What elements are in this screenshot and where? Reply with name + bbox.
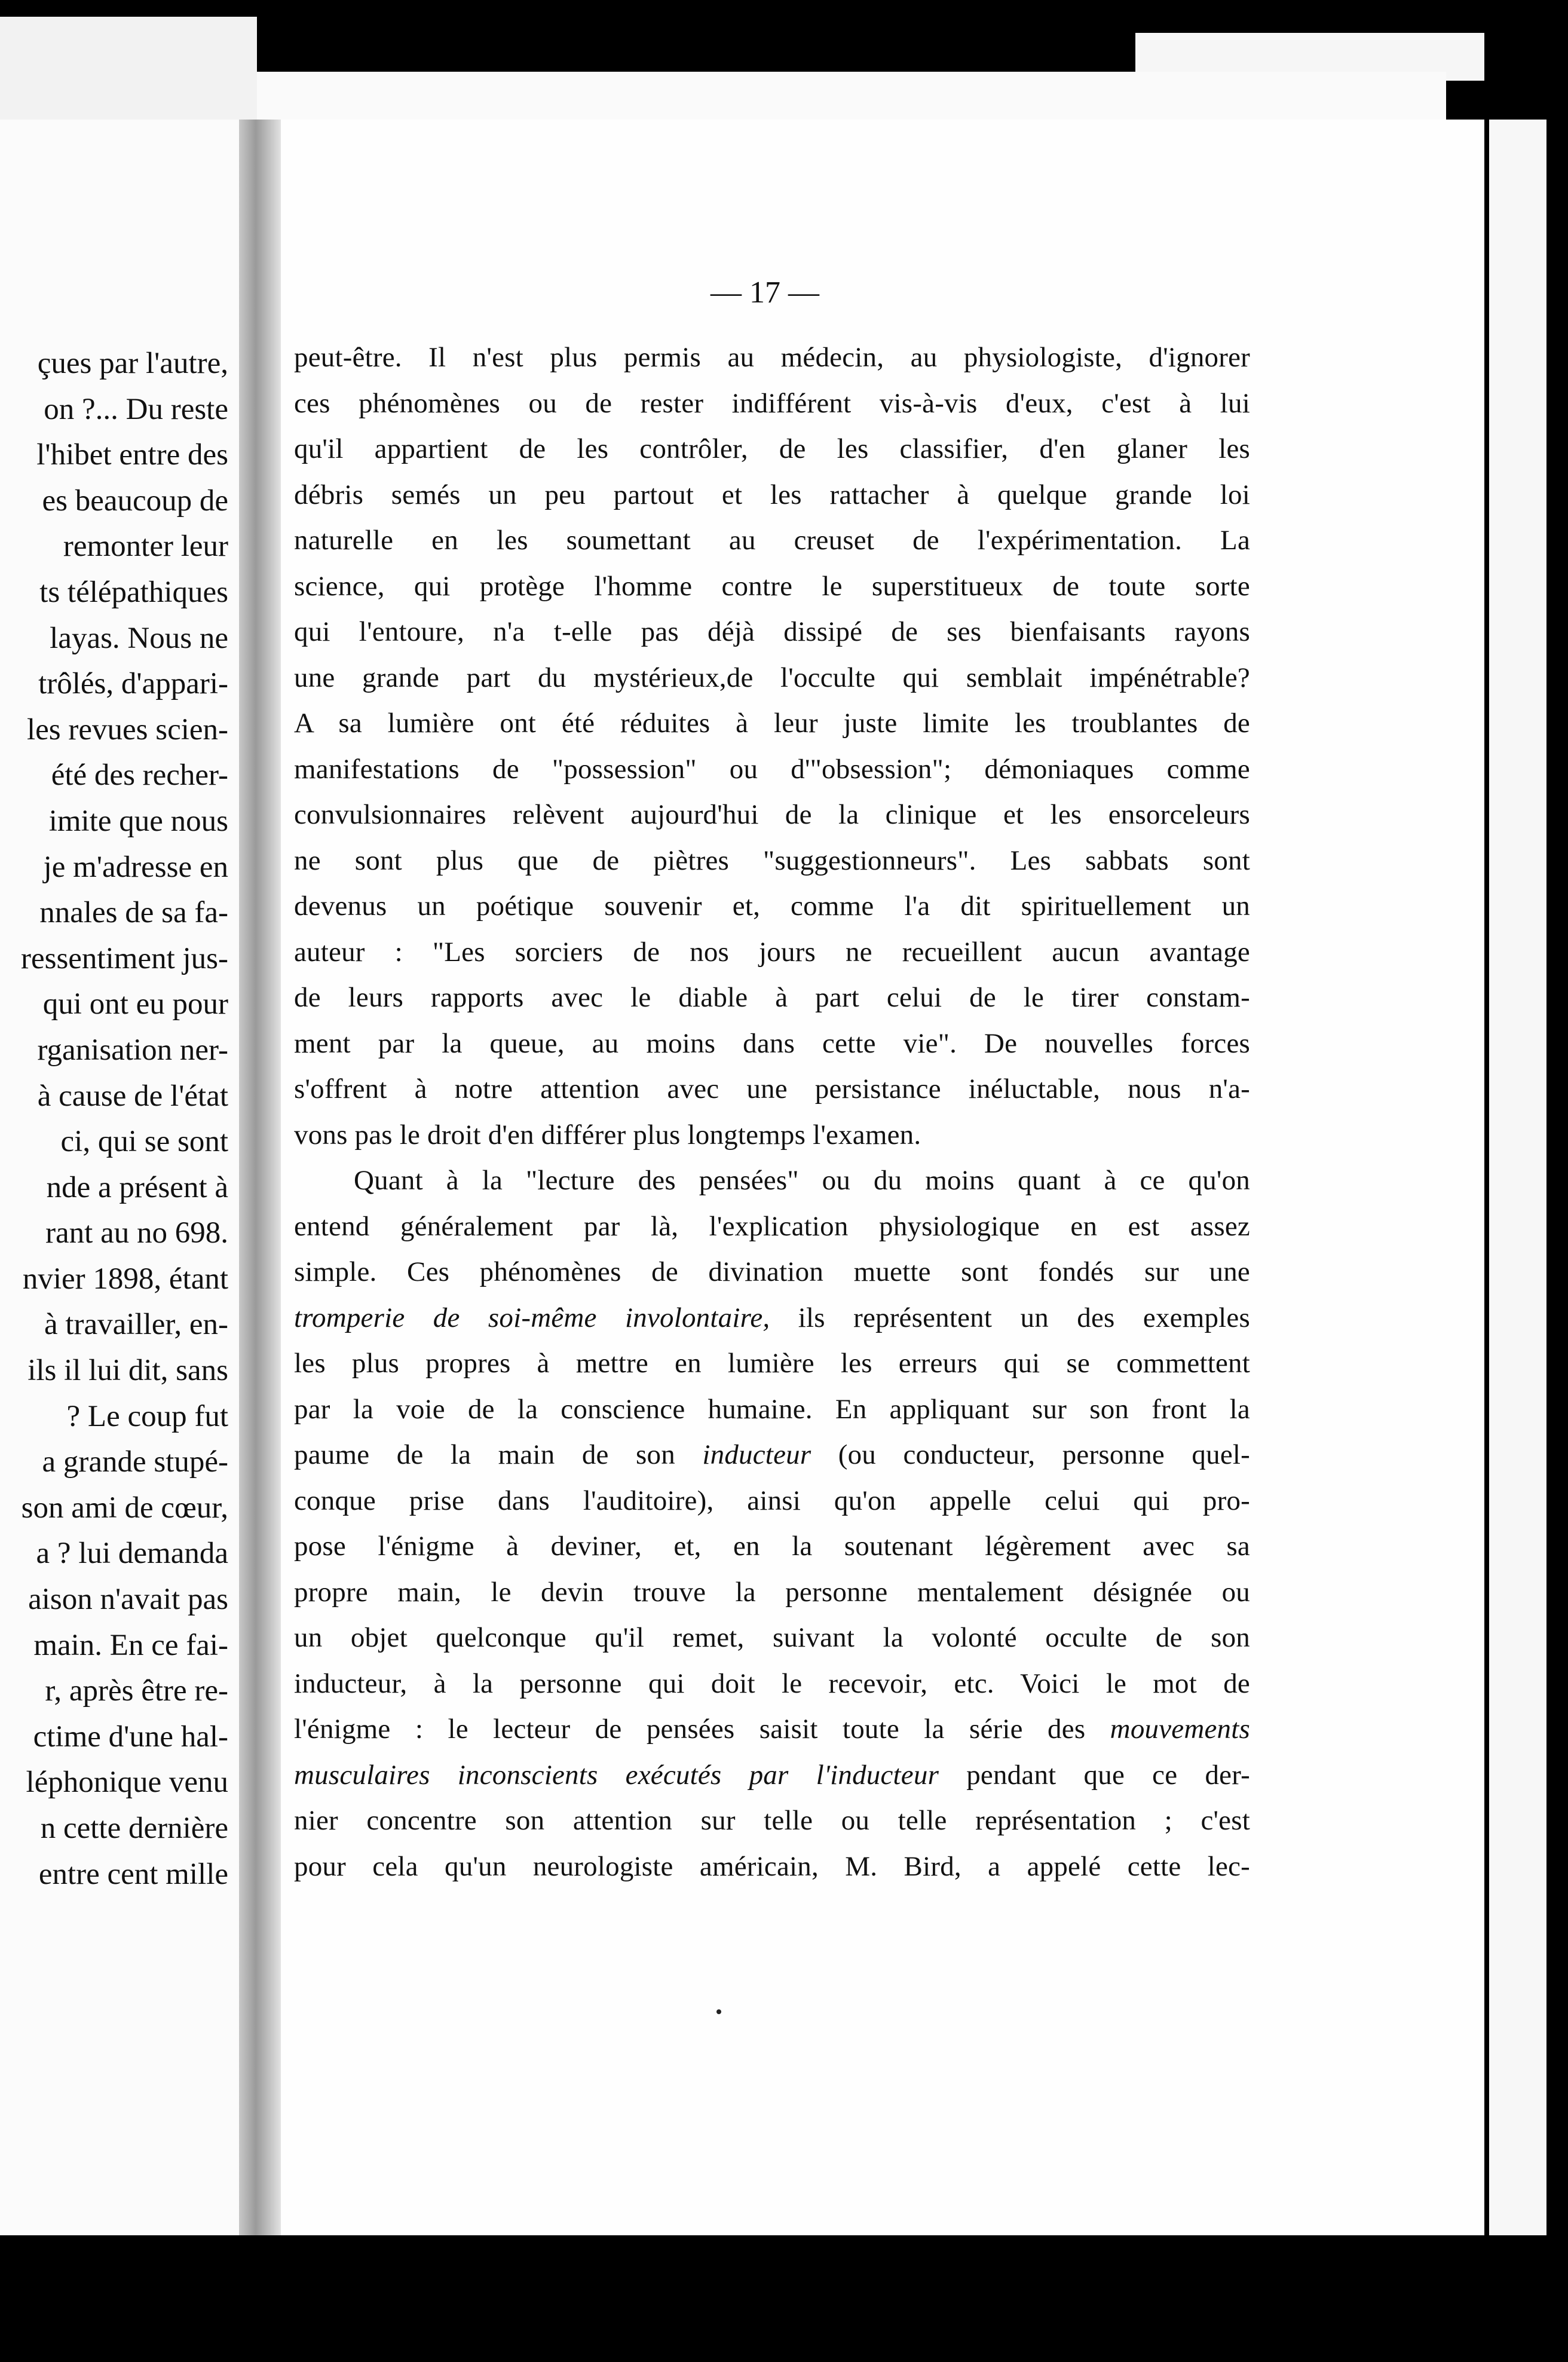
ink-speck	[716, 2009, 721, 2014]
right-border	[1484, 0, 1568, 2362]
text-line	[294, 1432, 1250, 1478]
text-line: naturelle en les soumettant au creuset de l'expérimentation. La	[294, 525, 1250, 556]
page-number: — 17 —	[710, 276, 819, 310]
sheet-edge-left	[0, 17, 257, 120]
text-line: par la voie de la conscience humaine. En appliquant sur son front la	[294, 1393, 1250, 1425]
left-page-line: remonter leur	[63, 530, 228, 564]
left-page-line: main. En ce fai-	[33, 1628, 228, 1662]
text-segment: pendant que ce der-	[939, 1759, 1250, 1791]
left-page-line: a ? lui demanda	[36, 1537, 228, 1571]
text-line: simple. Ces phénomènes de divination muette sont fondés sur une	[294, 1256, 1250, 1287]
left-page-line: qui ont eu pour	[42, 987, 228, 1021]
text-line: ment par la queue, au moins dans cette vie". De nouvelles forces	[294, 1027, 1250, 1059]
left-page-line: ils il lui dit, sans	[27, 1354, 228, 1388]
text-line: auteur : "Les sorciers de nos jours ne recueillent aucun avantage	[294, 936, 1250, 968]
text-line: science, qui protège l'homme contre le superstitueux de toute sorte	[294, 570, 1250, 602]
italic-segment: inducteur	[702, 1439, 811, 1470]
text-segment: ils représentent un des exemples	[770, 1302, 1250, 1333]
left-page-line: les revues scien-	[26, 712, 228, 746]
left-page-line: aison n'avait pas	[28, 1583, 228, 1617]
left-page-text	[1, 341, 228, 1897]
left-page-line: n cette dernière	[40, 1812, 228, 1845]
text-line: ces phénomènes ou de rester indifférent vis-à-vis d'eux, c'est à lui	[294, 387, 1250, 419]
bottom-border	[0, 2235, 1568, 2362]
left-page-line: à cause de l'état	[37, 1079, 228, 1113]
text-line: pose l'énigme à deviner, et, en la soutenant légèrement avec sa	[294, 1531, 1250, 1562]
left-page-line: nde a présent à	[46, 1170, 228, 1204]
italic-segment: mouvements	[1110, 1714, 1250, 1745]
left-page-line: layas. Nous ne	[50, 621, 228, 655]
body-text	[294, 335, 1250, 1889]
left-page-line: été des recher-	[51, 758, 228, 793]
text-line: s'offrent à notre attention avec une persistance inéluctable, nous n'a-	[294, 1073, 1250, 1104]
left-page-line: imite que nous	[48, 804, 228, 838]
left-page-line: rant au no 698.	[45, 1216, 228, 1250]
italic-segment: musculaires inconscients exécutés par l'inducteur	[294, 1759, 939, 1791]
left-page-line: nnales de sa fa-	[39, 896, 228, 930]
text-line: les plus propres à mettre en lumière les erreurs qui se commettent	[294, 1348, 1250, 1379]
text-line: de leurs rapports avec le diable à part celui de le tirer constam-	[294, 982, 1250, 1013]
left-page-line: je m'adresse en	[43, 850, 228, 884]
text-line: convulsionnaires relèvent aujourd'hui de la clinique et les ensorceleurs	[294, 799, 1250, 830]
book-spine	[239, 120, 281, 2235]
left-page-line: rganisation ner-	[37, 1033, 228, 1067]
left-page-line: léphonique venu	[26, 1766, 228, 1800]
top-border	[0, 0, 1568, 120]
text-line	[294, 1752, 1250, 1798]
text-line: conque prise dans l'auditoire), ainsi qu'on appelle celui qui pro-	[294, 1485, 1250, 1516]
text-line	[294, 1295, 1250, 1341]
left-page-line: ci, qui se sont	[60, 1125, 228, 1159]
text-line: manifestations de "possession" ou d'"obsession"; démoniaques comme	[294, 753, 1250, 785]
text-segment: paume de la main de son	[294, 1439, 703, 1470]
text-line: ne sont plus que de piètres "suggestionneurs". Les sabbats sont	[294, 845, 1250, 876]
text-line: qui l'entoure, n'a t-elle pas déjà dissipé de ses bienfaisants rayons	[294, 616, 1250, 647]
text-segment: l'énigme : le lecteur de pensées saisit toute la série des	[294, 1714, 1110, 1745]
text-line: inducteur, à la personne qui doit le recevoir, etc. Voici le mot de	[294, 1668, 1250, 1699]
left-page-line: nvier 1898, étant	[22, 1262, 228, 1296]
text-line: propre main, le devin trouve la personne mentalement désignée ou	[294, 1576, 1250, 1608]
left-page-line: l'hibet entre des	[36, 438, 228, 472]
text-line: débris semés un peu partout et les rattacher à quelque grande loi	[294, 479, 1250, 510]
text-line: A sa lumière ont été réduites à leur juste limite les troublantes de	[294, 708, 1250, 739]
left-page	[0, 120, 239, 2235]
left-page-line: à travailler, en-	[44, 1308, 228, 1342]
left-page-line: ? Le coup fut	[66, 1399, 228, 1433]
left-page-line: ts télépathiques	[39, 575, 228, 609]
text-line: peut-être. Il n'est plus permis au médecin, au physiologiste, d'ignorer	[294, 342, 1250, 373]
text-line: qu'il appartient de les contrôler, de les classifier, d'en glaner les	[294, 433, 1250, 464]
text-segment: (ou conducteur, personne quel-	[811, 1439, 1250, 1470]
text-line: vons pas le droit d'en différer plus longtemps l'examen.	[294, 1119, 921, 1151]
text-line: une grande part du mystérieux,de l'occulte qui semblait impénétrable?	[294, 662, 1250, 693]
left-page-line: a grande stupé-	[42, 1445, 228, 1479]
left-page-line: trôlés, d'appari-	[38, 667, 228, 701]
left-page-line: ressentiment jus-	[20, 941, 228, 975]
text-line: pour cela qu'un neurologiste américain, M. Bird, a appelé cette lec-	[294, 1850, 1250, 1882]
text-line: nier concentre son attention sur telle ou telle représentation ; c'est	[294, 1805, 1250, 1836]
left-page-line: son ami de cœur,	[21, 1491, 228, 1525]
italic-segment: tromperie de soi-même involontaire,	[294, 1302, 770, 1333]
left-page-line: çues par l'autre,	[37, 347, 228, 380]
text-line: un objet quelconque qu'il remet, suivant la volonté occulte de son	[294, 1622, 1250, 1653]
right-page-edge	[1489, 120, 1546, 2235]
text-line	[294, 1706, 1250, 1752]
text-line: entend généralement par là, l'explication physiologique en est assez	[294, 1210, 1250, 1242]
left-page-line: ctime d'une hal-	[33, 1720, 228, 1754]
text-line: Quant à la "lecture des pensées" ou du moins quant à ce qu'on	[354, 1165, 1250, 1196]
left-page-line: r, après être re-	[45, 1674, 228, 1708]
left-page-line: es beaucoup de	[42, 484, 228, 518]
sheet-edge-top	[257, 72, 1446, 120]
text-line: devenus un poétique souvenir et, comme l'a dit spirituellement un	[294, 891, 1250, 922]
left-page-line: entre cent mille	[38, 1857, 228, 1891]
left-page-line: on ?... Du reste	[44, 392, 228, 426]
